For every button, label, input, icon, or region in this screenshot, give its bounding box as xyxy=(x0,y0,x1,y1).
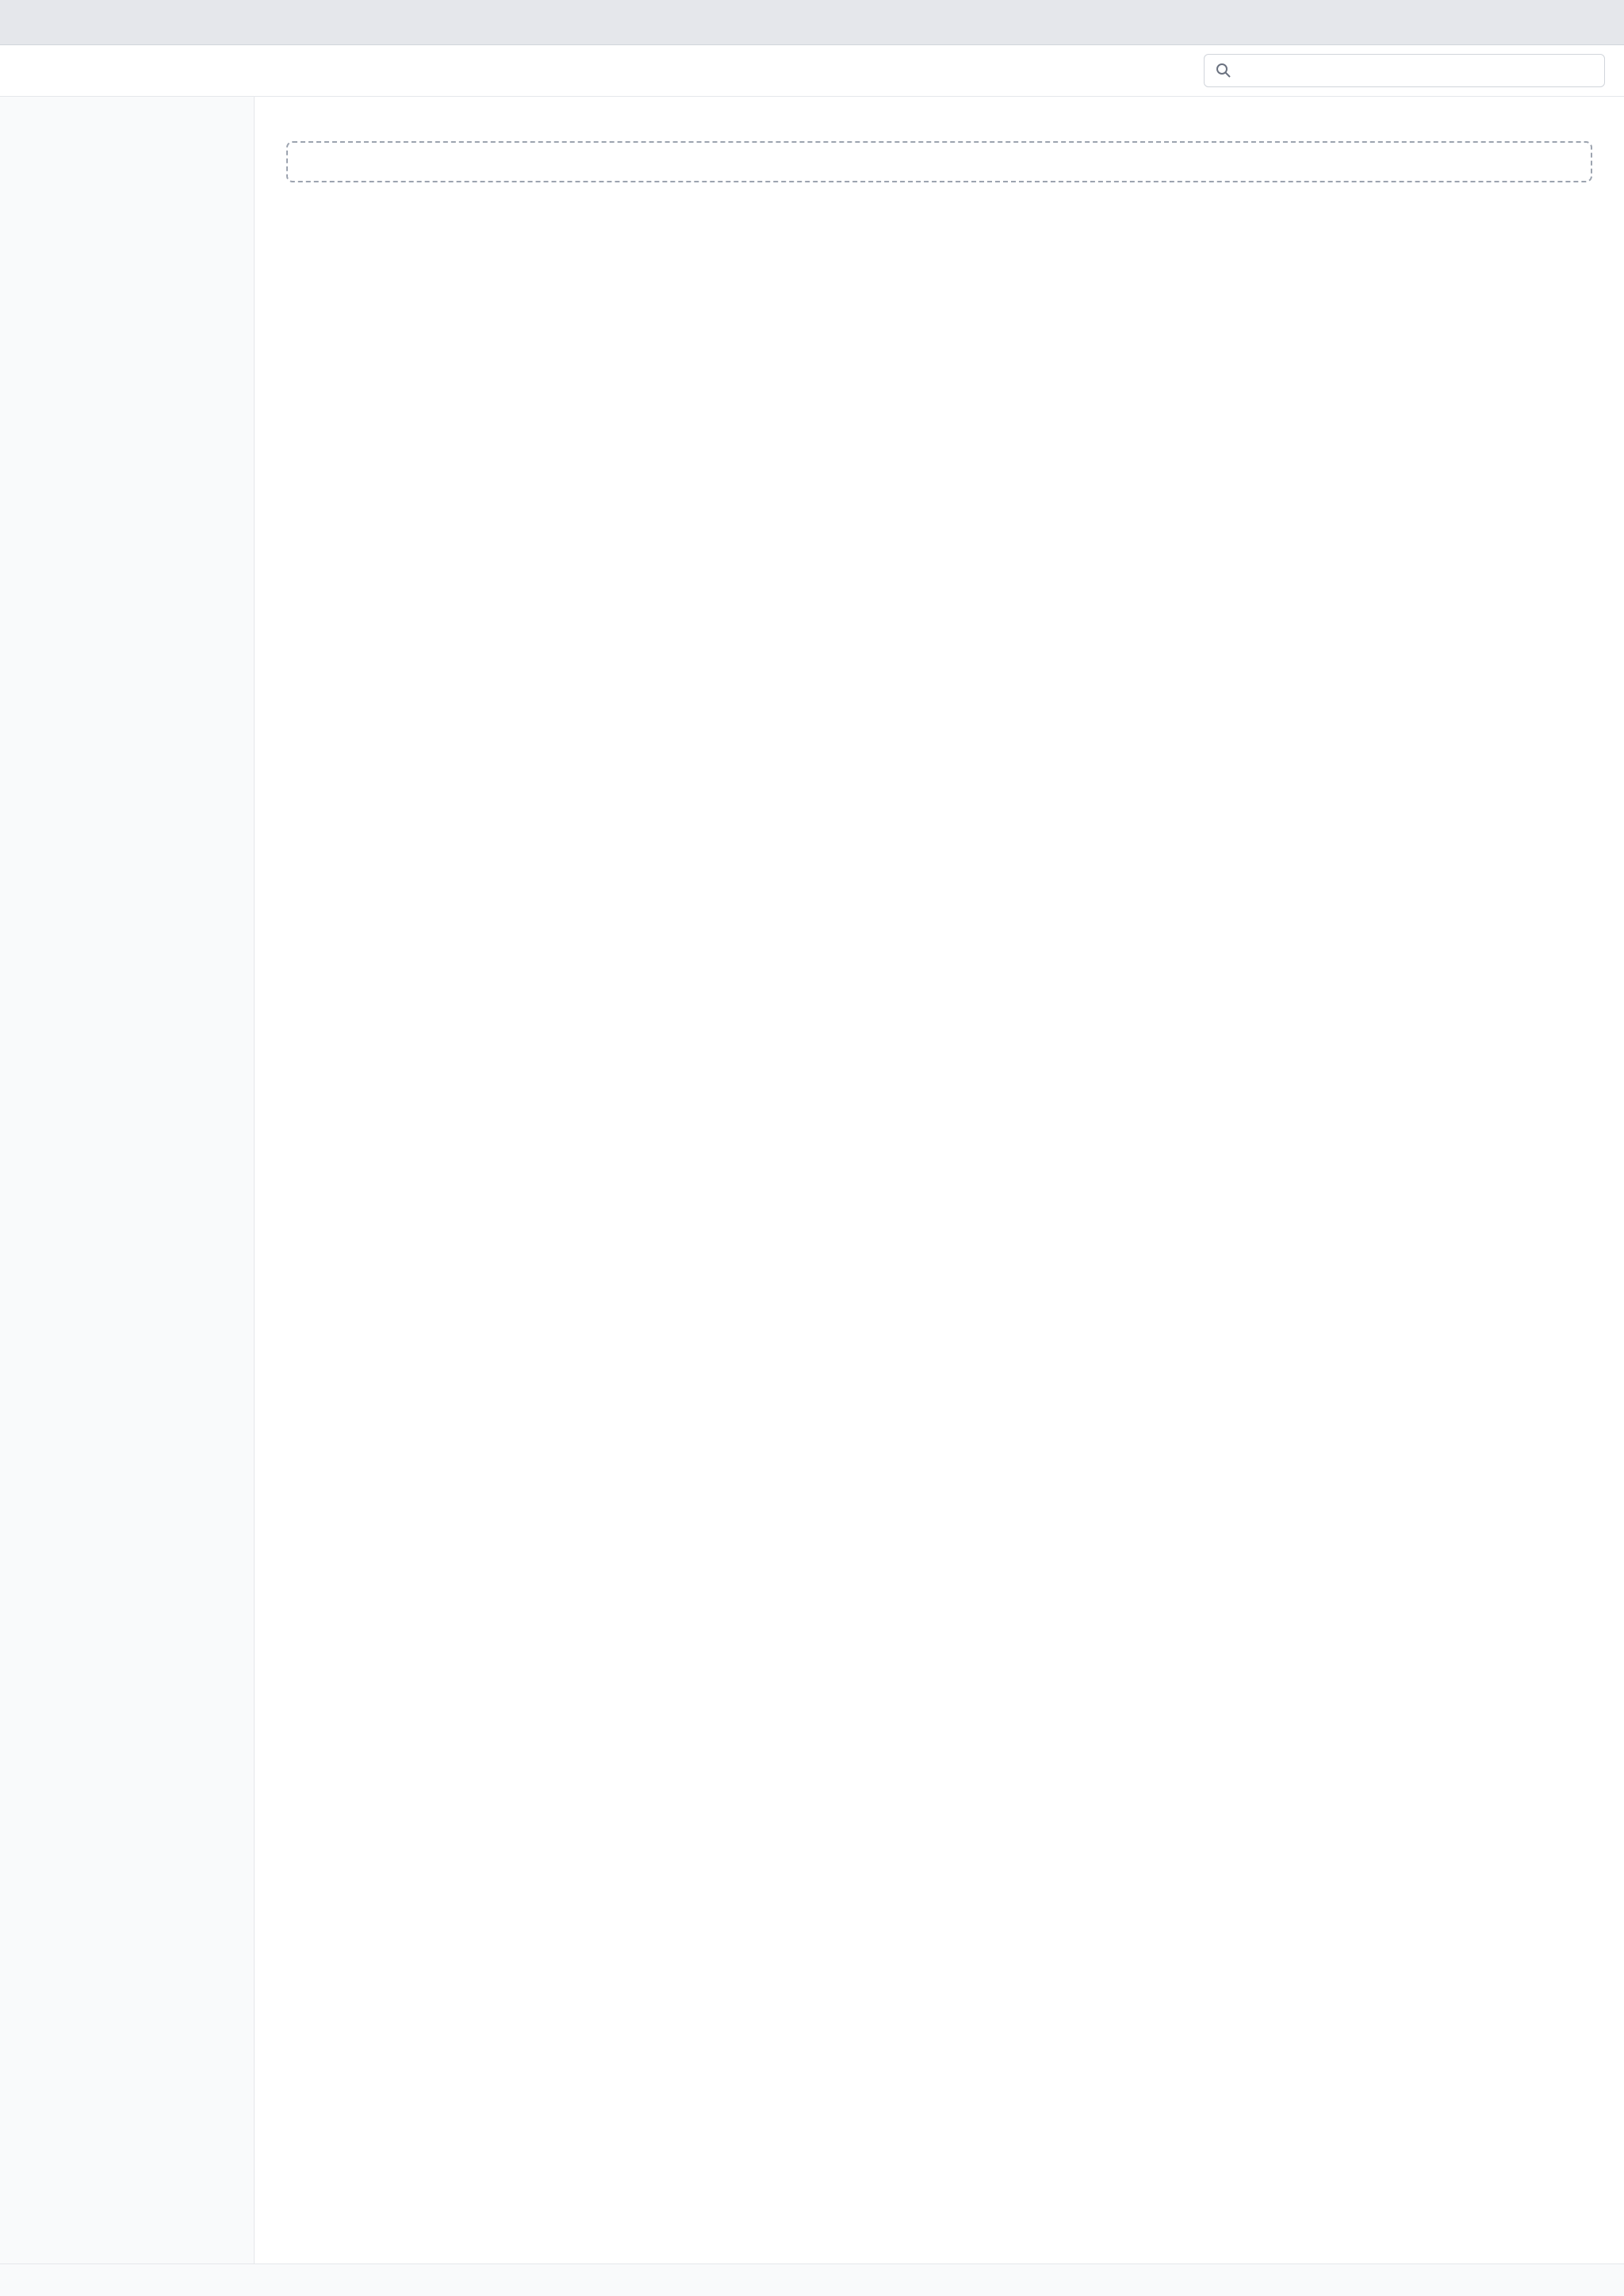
missing-screenshot-notice xyxy=(286,141,1592,182)
toolbar xyxy=(0,45,1624,97)
main-panel xyxy=(255,97,1624,2263)
search-icon xyxy=(1214,61,1233,80)
search-box[interactable] xyxy=(1204,54,1605,87)
search-input[interactable] xyxy=(1239,62,1595,80)
status-bar xyxy=(0,2263,1624,2296)
title-bar xyxy=(0,0,1624,45)
content-area xyxy=(0,97,1624,2263)
sidebar xyxy=(0,97,255,2263)
